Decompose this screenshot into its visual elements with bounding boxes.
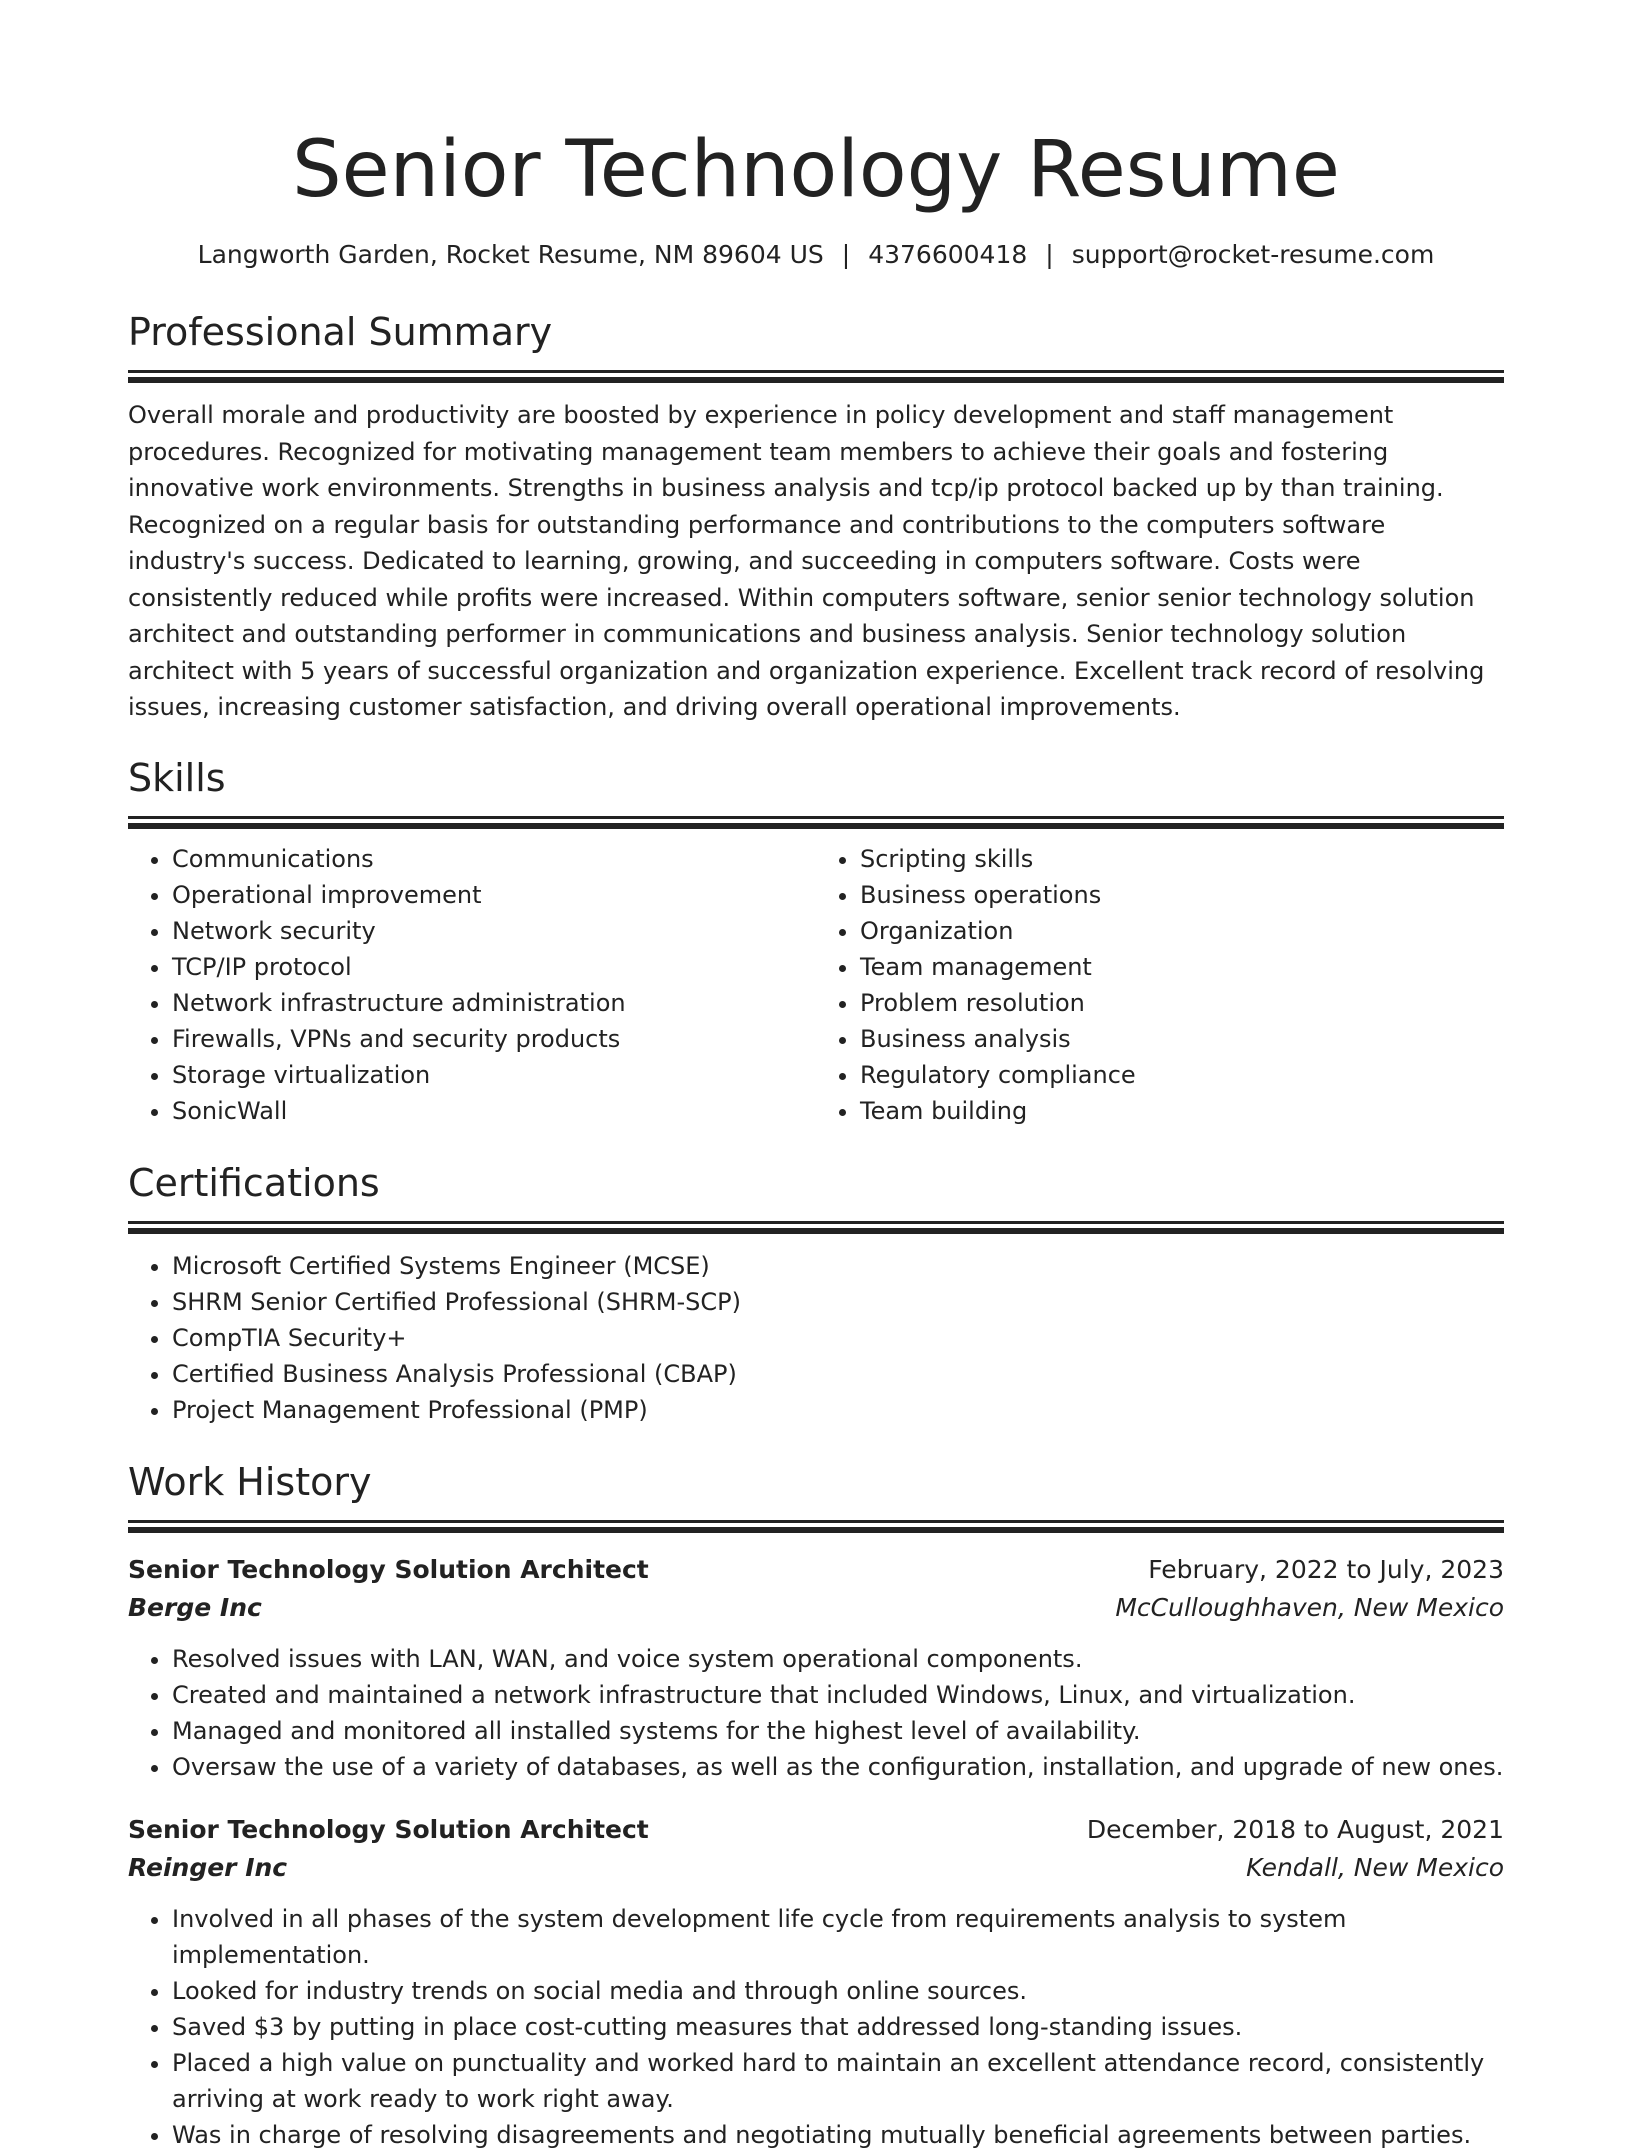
certification-item: • Project Management Professional (PMP) (172, 1392, 1504, 1428)
job-bullet: • Oversaw the use of a variety of databases, as well as the configuration, installation, and upgrade of new ones. (172, 1749, 1504, 1785)
section-heading: Certifications (128, 1160, 380, 1205)
section-heading: Work History (128, 1459, 372, 1504)
skills-list-left (128, 841, 816, 1129)
skill-item: • Organization (860, 913, 1504, 949)
job-location: McCulloughhaven, New Mexico (1115, 1592, 1504, 1622)
skills-columns (128, 841, 1504, 1129)
job-bullet: • Was in charge of resolving disagreements and negotiating mutually beneficial agreements between parties. (172, 2117, 1504, 2153)
skill-item: • Communications (172, 841, 816, 877)
skill-item: • Network infrastructure administration (172, 985, 816, 1021)
job-dates: February, 2022 to July, 2023 (1148, 1554, 1504, 1584)
contact-line (128, 238, 1504, 272)
skills-section (128, 754, 1504, 1129)
certification-item: • CompTIA Security+ (172, 1320, 1504, 1356)
skill-item: • TCP/IP protocol (172, 949, 816, 985)
certification-item: • Microsoft Certified Systems Engineer (MCSE) (172, 1248, 1504, 1284)
job-entry (128, 1551, 1504, 1785)
job-header-row (128, 1811, 1504, 1849)
certifications-section (128, 1159, 1504, 1428)
section-heading: Professional Summary (128, 310, 553, 354)
summary-section (128, 308, 1504, 726)
contact-phone: 4376600418 (868, 240, 1028, 269)
skill-item: • Firewalls, VPNs and security products (172, 1021, 816, 1057)
job-company-row (128, 1589, 1504, 1627)
contact-address: Langworth Garden, Rocket Resume, NM 89604 US (197, 240, 824, 269)
skill-item: • Regulatory compliance (860, 1057, 1504, 1093)
work-history-section (128, 1458, 1504, 2153)
job-entry (128, 1811, 1504, 2153)
section-divider (128, 1228, 1504, 1234)
job-title: Senior Technology Solution Architect (128, 1814, 649, 1844)
job-bullet: • Managed and monitored all installed systems for the highest level of availability. (172, 1713, 1504, 1749)
job-header-row (128, 1551, 1504, 1589)
resume-page (128, 120, 1504, 2153)
resume-title: Senior Technology Resume (292, 125, 1340, 215)
contact-email: support@rocket-resume.com (1071, 240, 1435, 269)
skill-item: • SonicWall (172, 1093, 816, 1129)
job-company: Berge Inc (128, 1592, 262, 1622)
job-bullet: • Involved in all phases of the system development life cycle from requirements analysis to system implementation. (172, 1901, 1504, 1973)
certification-item: • SHRM Senior Certified Professional (SHRM-SCP) (172, 1284, 1504, 1320)
section-divider (128, 816, 1504, 819)
section-divider (128, 1520, 1504, 1523)
job-bullets (128, 1901, 1504, 2153)
skill-item: • Business operations (860, 877, 1504, 913)
skill-item: • Problem resolution (860, 985, 1504, 1021)
job-company-row (128, 1849, 1504, 1887)
section-divider (128, 370, 1504, 373)
job-dates: December, 2018 to August, 2021 (1086, 1814, 1504, 1844)
section-divider (128, 823, 1504, 829)
job-bullet: • Placed a high value on punctuality and worked hard to maintain an excellent attendance record, consistently arriving at work ready to work right away. (172, 2045, 1504, 2117)
contact-separator: | (1045, 240, 1054, 269)
skill-item: • Team building (860, 1093, 1504, 1129)
section-heading: Skills (128, 755, 226, 800)
certification-item: • Certified Business Analysis Professional (CBAP) (172, 1356, 1504, 1392)
skill-item: • Business analysis (860, 1021, 1504, 1057)
job-bullet: • Looked for industry trends on social media and through online sources. (172, 1973, 1504, 2009)
contact-separator: | (841, 240, 851, 269)
job-bullets (128, 1641, 1504, 1785)
summary-text: Overall morale and productivity are boosted by experience in policy development and staff management procedures. Recognized for motivating management team members to achieve their goals and fostering innovative work environments. Strengths in business analysis and tcp/ip protocol backed up by than training. Recognized on a regular basis for outstanding performance and contributions to the computers software industry's success. Dedicated to learning, growing, and succeeding in computers software. Costs were consistently reduced while profits were increased. Within computers software, senior senior technology solution architect and outstanding performer in communications and business analysis. Senior technology solution architect with 5 years of successful organization and organization experience. Excellent track record of resolving issues, increasing customer satisfaction, and driving overall operational improvements. (128, 401, 1485, 721)
skills-list-right (816, 841, 1504, 1129)
skill-item: • Team management (860, 949, 1504, 985)
section-divider (128, 377, 1504, 383)
job-bullet: • Resolved issues with LAN, WAN, and voice system operational components. (172, 1641, 1504, 1677)
skill-item: • Scripting skills (860, 841, 1504, 877)
job-title: Senior Technology Solution Architect (128, 1554, 649, 1584)
job-company: Reinger Inc (128, 1852, 288, 1882)
section-divider (128, 1527, 1504, 1533)
certifications-list (128, 1248, 1504, 1428)
job-location: Kendall, New Mexico (1246, 1852, 1504, 1882)
skill-item: • Network security (172, 913, 816, 949)
job-bullet: • Created and maintained a network infrastructure that included Windows, Linux, and virtualization. (172, 1677, 1504, 1713)
section-divider (128, 1221, 1504, 1224)
job-bullet: • Saved $3 by putting in place cost-cutting measures that addressed long-standing issues. (172, 2009, 1504, 2045)
skill-item: • Operational improvement (172, 877, 816, 913)
skill-item: • Storage virtualization (172, 1057, 816, 1093)
